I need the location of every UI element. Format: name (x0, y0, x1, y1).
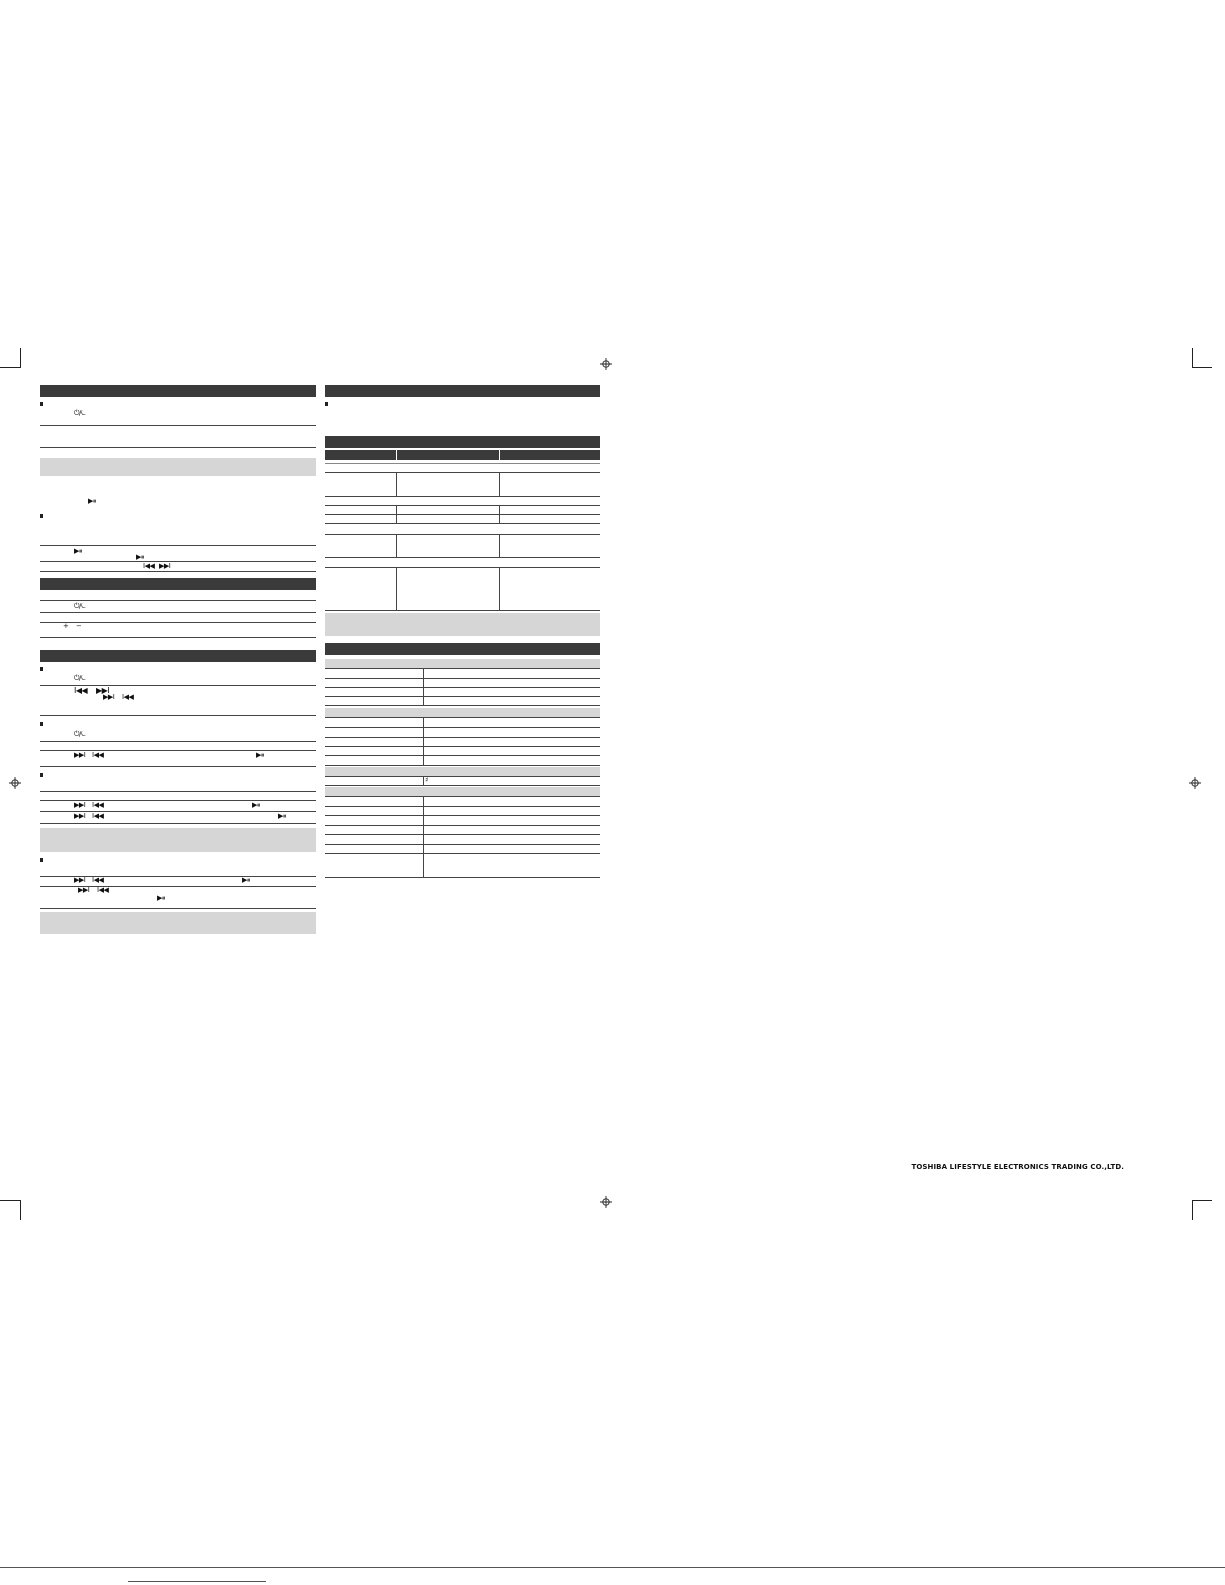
previous-icon: I◀◀ (92, 801, 104, 809)
note-box (40, 828, 316, 852)
volume-up-icon: + (63, 622, 69, 630)
power-standby-icon: ⏻/⏾ (74, 409, 86, 417)
section-header-bar (325, 436, 600, 448)
next-icon: ▶▶I (74, 876, 86, 884)
play-pause-icon: ▶⏸ (242, 876, 250, 884)
section-header-bar (40, 578, 316, 590)
power-standby-icon: ⏻/⏾ (74, 674, 86, 682)
play-pause-icon: ▶⏸ (136, 553, 144, 561)
registration-mark-icon (600, 1196, 612, 1208)
previous-icon: I◀◀ (97, 886, 109, 894)
play-pause-icon: ▶⏸ (88, 497, 96, 505)
play-pause-icon: ▶⏸ (256, 751, 264, 759)
section-header-bar (40, 385, 316, 397)
next-icon: ▶▶I (74, 801, 86, 809)
play-pause-icon: ▶⏸ (278, 812, 286, 820)
bullet (40, 773, 43, 777)
bullet (40, 514, 43, 518)
registration-mark-icon (1189, 777, 1201, 789)
next-icon: ▶▶I (74, 751, 86, 759)
previous-icon: I◀◀ (92, 751, 104, 759)
next-icon: ▶▶I (96, 686, 110, 695)
section-header-bar (40, 650, 316, 662)
previous-icon: I◀◀ (92, 876, 104, 884)
play-pause-icon: ▶⏸ (157, 894, 165, 902)
bullet (325, 402, 328, 406)
section-header-bar (325, 385, 600, 397)
bottom-rule (0, 1567, 1225, 1568)
bullet (40, 667, 43, 671)
previous-icon: I◀◀ (122, 693, 134, 701)
power-standby-icon: ⏻/⏾ (74, 730, 86, 738)
next-icon: ▶▶I (159, 562, 171, 570)
registration-mark-icon (600, 358, 612, 370)
misc-mark-icon: ♯ (425, 776, 428, 784)
company-name: TOSHIBA LIFESTYLE ELECTRONICS TRADING CO.,LTD. (911, 1163, 1124, 1171)
registration-mark-icon (9, 777, 21, 789)
hyperlink-underline[interactable] (128, 1581, 266, 1582)
note-box (325, 613, 600, 636)
previous-icon: I◀◀ (74, 686, 88, 695)
play-pause-icon: ▶⏸ (74, 547, 82, 555)
volume-down-icon: − (76, 622, 82, 630)
bullet (40, 858, 43, 862)
section-header-bar (325, 643, 600, 655)
previous-icon: I◀◀ (92, 812, 104, 820)
previous-icon: I◀◀ (143, 562, 155, 570)
play-pause-icon: ▶⏸ (252, 801, 260, 809)
note-box (40, 458, 316, 476)
bullet (40, 402, 43, 406)
note-box (40, 912, 316, 934)
next-icon: ▶▶I (78, 886, 90, 894)
next-icon: ▶▶I (103, 693, 115, 701)
bullet (40, 722, 43, 726)
next-icon: ▶▶I (74, 812, 86, 820)
power-standby-icon: ⏻/⏾ (74, 602, 86, 610)
